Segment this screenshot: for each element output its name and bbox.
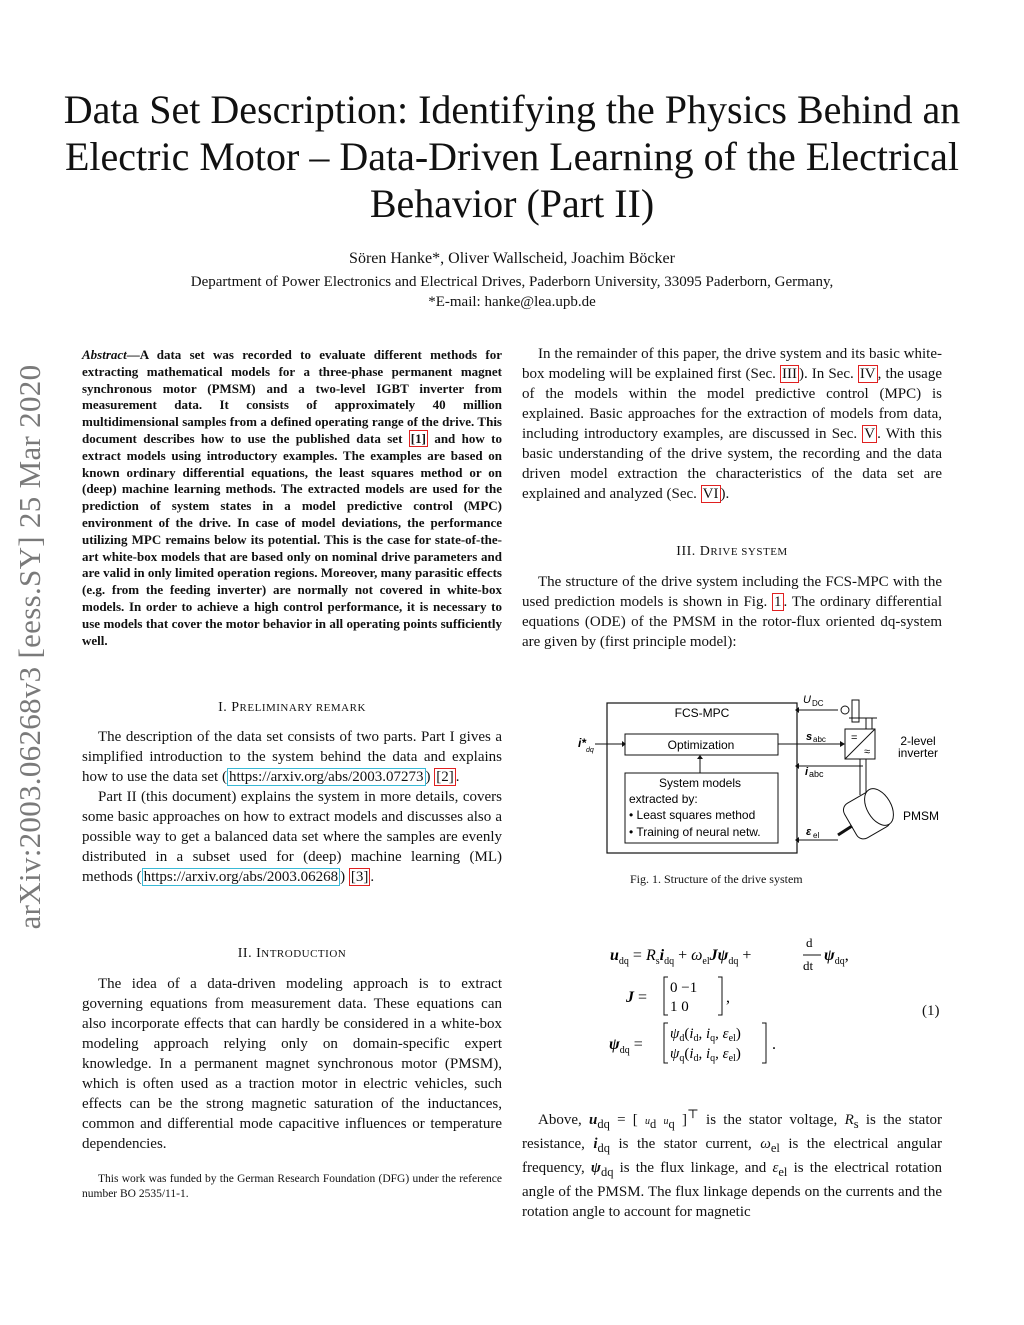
paragraph: The structure of the drive system including the FCS-MPC with the used prediction models is shown in Fig. 1 . The ordinary differential equations (ODE) of the PMSM in the rotor-flux oriented dq-system are given by (first principle model): xyxy=(522,574,942,650)
eps-label: ε xyxy=(806,826,812,838)
paragraph: The idea of a data-driven modeling approach is to extract governing equations from measurement data. These equations can also incorporate effects that can hardly be considered in a white-box modeling approach relying only on domain-specific expert knowledge. In a permanent magnet synchronous motor (PMSM), which is often used as a traction motor in electric vehicles, such effects can be the strong magnetic saturation of the inductances, common and differential mode capacitive influences or temperature dependencies. xyxy=(82,976,502,1152)
inverter-label-line2: inverter xyxy=(897,746,939,760)
equation-number: (1) xyxy=(922,1003,940,1019)
inverter-ac-symbol: ≈ xyxy=(864,746,871,758)
arxiv-sidebar-id: arXiv:2003.06268v3 [eess.SY] 25 Mar 2020 xyxy=(12,364,47,930)
introduction-body xyxy=(82,974,502,1154)
section-number: II. I xyxy=(237,946,262,961)
equation-1 xyxy=(600,930,950,1070)
dc-measure-node xyxy=(841,706,849,714)
email: *E-mail: hanke@lea.upb.de xyxy=(428,294,596,310)
section-title: NTRODUCTION xyxy=(261,948,347,960)
eq-period: . xyxy=(772,1036,776,1053)
abstract xyxy=(82,347,502,649)
affiliation-text: Department of Power Electronics and Electrical Drives, Paderborn University, 33095 Paderborn, Germany, xyxy=(190,274,834,290)
paper-title: Data Set Description: Identifying the Physics Behind an Electric Motor – Data-Driven Learning of the Electrical Behavior (Part II) xyxy=(63,87,961,226)
arrowhead xyxy=(840,741,845,747)
udc-label: U xyxy=(803,694,811,706)
sabc-label: s xyxy=(806,731,813,743)
section-ref-link[interactable]: IV xyxy=(859,366,876,382)
section-number: I. P xyxy=(218,700,240,715)
abstract-label: Abstract xyxy=(82,347,127,362)
section-heading-preliminary xyxy=(82,700,502,716)
paragraph: Above, $u_{dq}$ = [ $u_d$ $u_q$ ]⊤ is the stator voltage, $R_s$ is the stator resistance, $i_{dq}$ is the stator current, $\omega_{el}$ is the electrical angular frequency, $\psi_{dq}$ is the flux linkage, and $\varepsilon_{el}$ is the electrical rotation angle of the PMSM. The flux linkage depends on the currents and the rotation angle to account for magnetic xyxy=(522,1107,942,1220)
pmsm-label: PMSM xyxy=(903,809,939,823)
arrowhead xyxy=(697,755,703,759)
idq-ref-subscript: dq xyxy=(586,747,594,754)
abstract-text-a: —A data set was recorded to evaluate different methods for extracting mathematical models for a three-phase permanent magnet synchronous motor (PMSM) and a two-level IGBT inverter from measurement data. It consists of approximately 40 million multidimensional samples from a defined operating range of the drive. This document describes how to use the published data set xyxy=(82,347,502,446)
iabc-label: i xyxy=(805,766,809,778)
section-ref-link[interactable]: VI xyxy=(702,486,719,502)
equation-explanation xyxy=(522,1104,942,1222)
eq-psi-row2: $\psi_q(i_d$, $i_q$, $\varepsilon_{el}$) xyxy=(670,1046,741,1064)
inverter-dc-symbol: = xyxy=(851,732,858,744)
idq-ref-label: i* xyxy=(578,736,587,750)
url-link[interactable]: https://arxiv.org/abs/2003.07273 xyxy=(228,769,424,785)
paragraph: The description of the data set consists of two parts. Part I gives a simplified introduction to the system behind the data and explains how to use the data set ( https://arxiv.org/abs/2003.07273 ) [2] . xyxy=(82,729,502,785)
section-title: RIVE SYSTEM xyxy=(710,546,788,558)
dc-capacitor xyxy=(852,700,859,722)
right-intro-body xyxy=(522,344,942,504)
abstract-text-b: and how to extract models using introductory examples. The examples are based on known ordinary differential equations, the least squares method or on (deep) machine learning methods. The extracted models are used for the prediction of system states in a model predictive control (MPC) environment of the drive. In case of model deviations, the performance utilizing MPC remains below its potential. This is the case for state-of-the-art white-box models that are based only on nominal drive parameters and are valid in only limited operation regions. Moreover, many parasitic effects (e.g. from the feeding inverter) are normally not covered in white-box models. In order to achieve a high control performance, it is necessary to use models that cover the motor behavior in all operating points sufficiently well. xyxy=(82,430,502,648)
eq-bracket xyxy=(718,977,722,1015)
preliminary-remark-body xyxy=(82,727,502,887)
section-title: RELIMINARY REMARK xyxy=(239,702,366,714)
inverter-label-line1: 2-level xyxy=(900,734,936,748)
eq-line-1: $u_{dq} = R_si_{dq} + \omega_{el}J\psi_{dq}$ + xyxy=(610,947,752,967)
eps-subscript: el xyxy=(813,831,820,840)
eq-frac-dt: dt xyxy=(803,958,814,973)
eq-matrix-row1: 0 −1 xyxy=(670,980,698,996)
section-number: III. D xyxy=(676,544,711,559)
eq-bracket xyxy=(762,1023,766,1063)
footnote: This work was funded by the German Research Foundation (DFG) under the reference number BO 2535/11-1. xyxy=(82,1173,502,1200)
eq-bracket xyxy=(664,1023,668,1063)
paragraph: Part II (this document) explains the system in more details, covers some basic approaches on how to extract models and discusses also a possible way to get a balanced data set where the samples are evenly distributed in a subset used for (deep) machine learning (ML) methods ( https://arxiv.org/abs/2003.06268 ) [3] . xyxy=(82,789,502,885)
section-ref-link[interactable]: V xyxy=(864,426,876,442)
udc-subscript: DC xyxy=(812,699,824,708)
optimization-label: Optimization xyxy=(667,738,735,752)
eq-bracket xyxy=(664,977,668,1015)
citation-link[interactable]: [2] xyxy=(436,769,454,785)
eq-frac-d: d xyxy=(806,935,813,950)
motor-shaft xyxy=(838,826,852,835)
iabc-subscript: abc xyxy=(809,769,824,779)
figure-caption: Fig. 1. Structure of the drive system xyxy=(630,872,803,886)
drive-system-body xyxy=(522,572,942,652)
eq-psi-label: $\psi_{dq}$ = xyxy=(609,1036,643,1056)
sabc-subscript: abc xyxy=(813,735,826,744)
system-models-label: System models xyxy=(658,776,742,790)
eq-j-label: J = xyxy=(626,989,648,1006)
mpc-label: FCS-MPC xyxy=(674,706,730,720)
eq-comma: , xyxy=(726,989,730,1006)
paragraph: In the remainder of this paper, the drive system and its basic white-box modeling will be explained first (Sec. III ). In Sec. IV , the usage of the models within the model predictive control (MPC) is explained. Basic approaches for the extraction of models from data, including introductory examples, are discussed in Sec. V . With this basic understanding of the drive system, the recording and the data driven model extraction the characteristics of the data set are explained and analyzed (Sec. VI ). xyxy=(522,346,943,502)
citation-link[interactable]: [3] xyxy=(350,869,369,885)
figure-ref-link[interactable]: 1 xyxy=(774,594,782,610)
author-list: Sören Hanke*, Oliver Wallscheid, Joachim Böcker xyxy=(349,250,675,267)
section-heading-introduction xyxy=(82,946,502,962)
drive-system-diagram xyxy=(570,690,960,860)
eq-line-1-end: $\psi_{dq}$, xyxy=(824,947,849,967)
extracted-by-label: extracted by: xyxy=(629,792,698,806)
inverter-diagonal xyxy=(845,729,875,759)
citation-link[interactable]: [1] xyxy=(410,430,426,446)
affiliation xyxy=(0,272,1024,312)
section-ref-link[interactable]: III xyxy=(781,366,797,382)
url-link[interactable]: https://arxiv.org/abs/2003.06268 xyxy=(143,869,339,885)
neural-net-label: • Training of neural netw. xyxy=(629,825,761,839)
section-heading-drive-system xyxy=(522,544,942,560)
eq-matrix-row2: 1 0 xyxy=(670,999,689,1015)
eq-psi-row1: $\psi_d(i_d$, $i_q$, $\varepsilon_{el}$) xyxy=(670,1026,741,1044)
least-squares-label: • Least squares method xyxy=(629,808,756,822)
